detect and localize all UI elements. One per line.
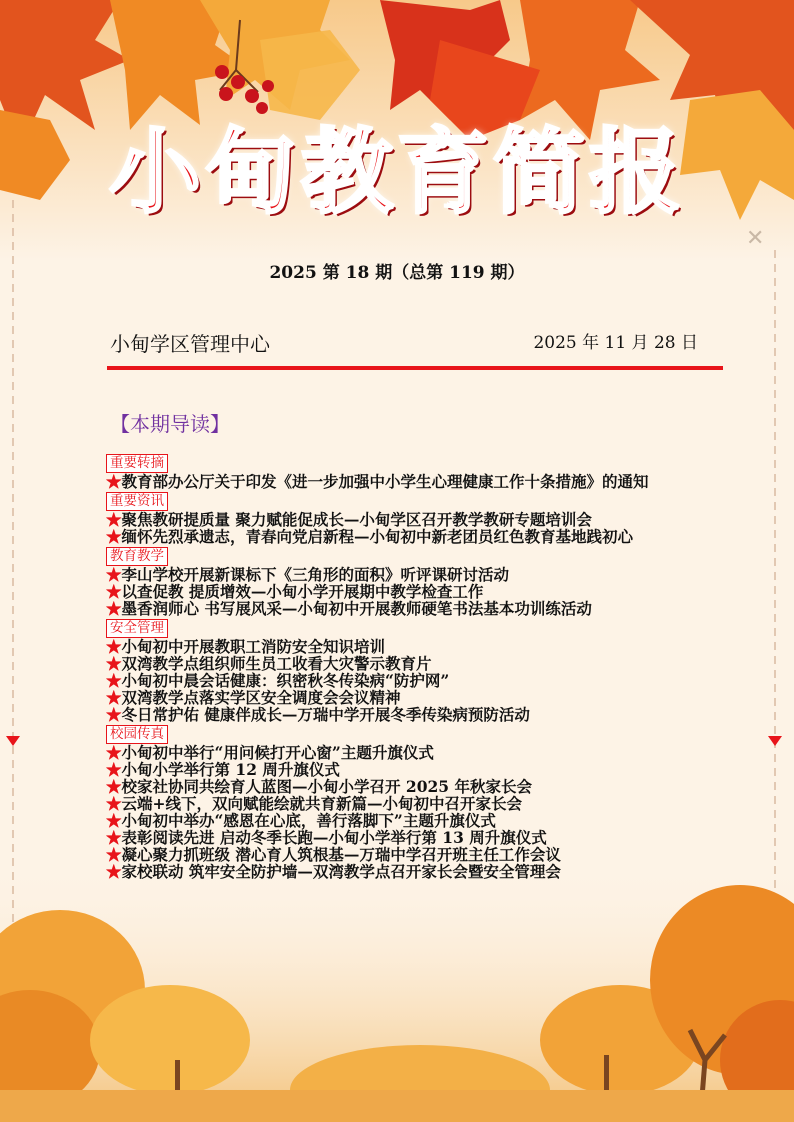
star-icon: ★ [106,510,122,529]
toc-item[interactable]: ★小甸初中举办“感恩在心底，善行落脚下”主题升旗仪式 [106,811,496,830]
section-label: 重要资讯 [106,492,168,511]
organization-name: 小甸学区管理中心 [110,332,270,356]
toc-item[interactable]: ★教育部办公厅关于印发《进一步加强中小学生心理健康工作十条措施》的通知 [106,472,649,491]
arrow-down-icon [6,736,20,746]
star-icon: ★ [106,811,122,830]
star-icon: ★ [106,527,122,546]
toc-item[interactable]: ★缅怀先烈承遗志，青春向党启新程—小甸初中新老团员红色教育基地践初心 [106,527,634,546]
toc-item[interactable]: ★聚焦教研提质量 聚力赋能促成长—小甸学区召开教学教研专题培训会 [106,510,592,529]
section-label: 安全管理 [106,619,168,638]
arrow-down-icon [768,736,782,746]
toc-item[interactable]: ★小甸初中晨会话健康：织密秋冬传染病“防护网” [106,671,450,690]
star-icon: ★ [106,705,122,724]
star-icon: ★ [106,828,122,847]
star-icon: ★ [106,688,122,707]
guide-heading: 【本期导读】 [110,412,230,436]
star-icon: ★ [106,845,122,864]
star-icon: ★ [106,565,122,584]
section-label: 重要转摘 [106,454,168,473]
toc-item[interactable]: ★墨香润师心 书写展风采—小甸初中开展教师硬笔书法基本功训练活动 [106,599,592,618]
toc-item[interactable]: ★双湾教学点组织师生员工收看大灾警示教育片 [106,654,432,673]
star-icon: ★ [106,671,122,690]
star-icon: ★ [106,760,122,779]
star-icon: ★ [106,472,122,491]
star-icon: ★ [106,862,122,881]
star-icon: ★ [106,582,122,601]
header-divider [107,366,723,370]
toc-item[interactable]: ★小甸小学举行第 12 周升旗仪式 [106,760,340,779]
toc-item[interactable]: ★凝心聚力抓班级 潜心育人筑根基—万瑞中学召开班主任工作会议 [106,845,561,864]
table-of-contents [106,452,706,880]
toc-section [106,545,706,617]
star-icon: ★ [106,794,122,813]
toc-section [106,452,706,490]
toc-item[interactable]: ★小甸初中开展教职工消防安全知识培训 [106,637,386,656]
toc-item[interactable]: ★以查促教 提质增效—小甸小学开展期中教学检查工作 [106,582,484,601]
toc-item[interactable]: ★家校联动 筑牢安全防护墙—双湾教学点召开家长会暨安全管理会 [106,862,561,881]
star-icon: ★ [106,743,122,762]
star-icon: ★ [106,599,122,618]
toc-item[interactable]: ★双湾教学点落实学区安全调度会会议精神 [106,688,401,707]
toc-item[interactable]: ★表彰阅读先进 启动冬季长跑—小甸小学举行第 13 周升旗仪式 [106,828,547,847]
close-icon: ✕ [746,226,765,251]
toc-section [106,490,706,545]
star-icon: ★ [106,777,122,796]
toc-item[interactable]: ★云端+线下，双向赋能绘就共育新篇—小甸初中召开家长会 [106,794,523,813]
toc-item[interactable]: ★冬日常护佑 健康伴成长—万瑞中学开展冬季传染病预防活动 [106,705,530,724]
star-icon: ★ [106,637,122,656]
toc-section [106,617,706,723]
issue-number: 2025 第 18 期（总第 119 期） [269,263,525,283]
section-label: 教育教学 [106,547,168,566]
toc-item[interactable]: ★小甸初中举行“用问候打开心窗”主题升旗仪式 [106,743,434,762]
bulletin-title: 小甸教育简报 [108,119,685,226]
toc-section [106,723,706,880]
toc-item[interactable]: ★李山学校开展新课标下《三角形的面积》听评课研讨活动 [106,565,510,584]
publish-date: 2025 年 11 月 28 日 [533,333,698,353]
section-label: 校园传真 [106,725,168,744]
toc-item[interactable]: ★校家社协同共绘育人蓝图—小甸小学召开 2025 年秋家长会 [106,777,532,796]
star-icon: ★ [106,654,122,673]
